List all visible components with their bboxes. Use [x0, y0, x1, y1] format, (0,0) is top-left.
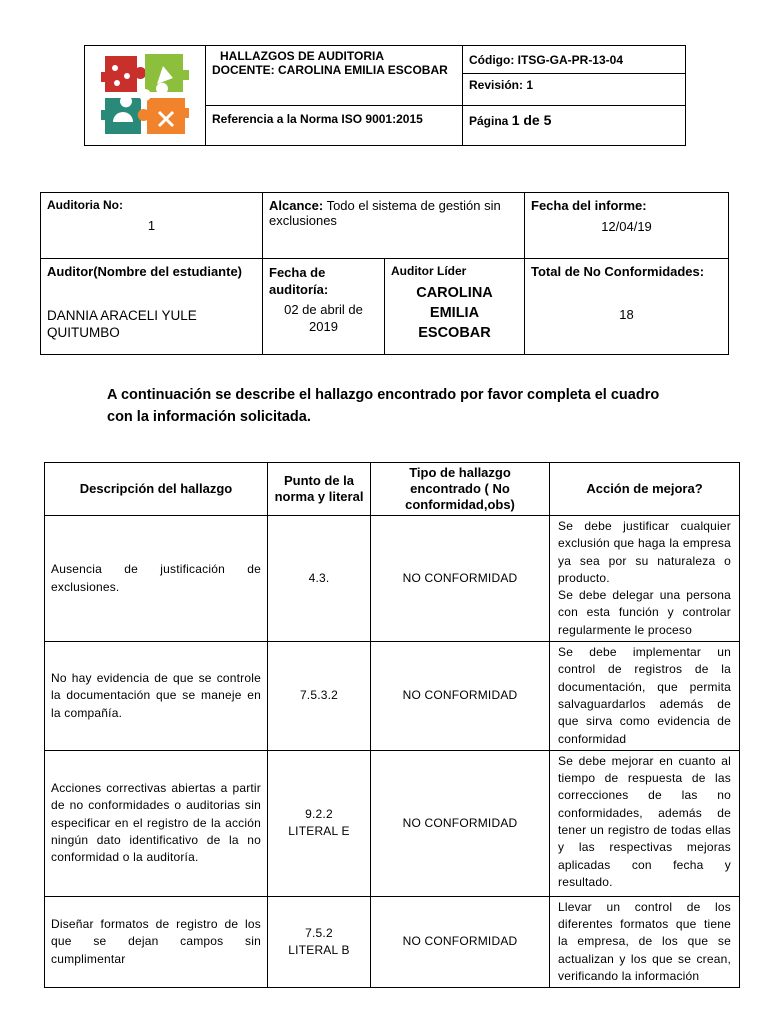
row-literal: LITERAL B [288, 943, 350, 958]
findings-table [44, 462, 740, 988]
fecha-informe-value: 12/04/19 [601, 219, 652, 234]
page-value: 1 de 5 [511, 112, 552, 128]
code-revision-cell [463, 46, 686, 106]
teacher-name: DOCENTE: CAROLINA EMILIA ESCOBAR [212, 63, 448, 77]
row-accion-text-2: Se debe delegar una persona con esta función y controlar regularmente le proceso [558, 588, 731, 637]
row-punto-value: 9.2.2 [305, 807, 333, 822]
fecha-auditoria-value: 02 de abril de 2019 [284, 302, 363, 334]
fecha-auditoria-label: Fecha de auditoría: [269, 265, 329, 297]
header-descripcion: Descripción del hallazgo [45, 463, 268, 516]
codigo: Código: ITSG-GA-PR-13-04 [463, 46, 685, 74]
total-value: 18 [619, 307, 634, 322]
row-descripcion: Acciones correctivas abiertas a partir de no conformidades o auditorias sin especificar en el registro de la acción ningún dato identificativo de la no conformidad o la auditoría. [45, 750, 268, 896]
row-punto [268, 896, 371, 987]
table-row [45, 750, 740, 896]
header-punto: Punto de la norma y literal [268, 463, 371, 516]
table-row [45, 642, 740, 751]
row-punto: 7.5.3.2 [268, 642, 371, 751]
document-header [84, 45, 686, 146]
row-punto [268, 516, 371, 642]
row-punto [268, 750, 371, 896]
page-cell [463, 106, 686, 146]
audit-info-table [40, 192, 729, 355]
row-tipo: NO CONFORMIDAD [371, 750, 550, 896]
total-cell [525, 259, 729, 355]
title-cell [206, 46, 463, 106]
row-accion: Llevar un control de los diferentes formatos que tiene la empresa, de los que se actualizan y los que se crean, verificando la información [550, 896, 740, 987]
row-tipo: NO CONFORMIDAD [371, 516, 550, 642]
row-tipo: NO CONFORMIDAD [371, 896, 550, 987]
auditor-lider-value: CAROLINA EMILIA ESCOBAR [416, 285, 493, 341]
row-punto-value: 7.5.2 [305, 925, 333, 940]
row-descripcion: Ausencia de justificación de exclusiones. [45, 516, 268, 642]
auditoria-value: 1 [147, 218, 156, 233]
reference-cell: Referencia a la Norma ISO 9001:2015 [206, 106, 463, 146]
alcance-label: Alcance: [269, 198, 324, 213]
auditor-cell [41, 259, 263, 355]
row-descripcion: No hay evidencia de que se controle la documentación que se maneje en la compañía. [45, 642, 268, 751]
logo-cell [85, 46, 206, 146]
total-label: Total de No Conformidades: [531, 264, 705, 279]
row-accion-text: Se debe justificar cualquier exclusión que haga la empresa ya sea por su naturaleza o producto. [558, 519, 731, 585]
row-punto-value: 4.3. [308, 570, 330, 585]
fecha-auditoria-cell [263, 259, 385, 355]
auditoria-label: Auditoria No: [47, 198, 123, 212]
auditor-lider-label: Auditor Líder [391, 264, 467, 278]
fecha-informe-label: Fecha del informe: [531, 198, 647, 213]
fecha-informe-cell [525, 193, 729, 259]
revision: Revisión: 1 [469, 78, 534, 92]
row-accion [550, 516, 740, 642]
row-literal: LITERAL E [288, 824, 350, 839]
institution-logo-icon [97, 48, 193, 140]
auditor-lider-cell [385, 259, 525, 355]
header-accion: Acción de mejora? [550, 463, 740, 516]
alcance-cell [263, 193, 525, 259]
auditoria-cell [41, 193, 263, 259]
alcance-value: Todo el sistema de gestión sin exclusiones [269, 198, 501, 228]
auditor-value: DANNIA ARACELI YULE QUITUMBO [47, 308, 197, 340]
header-tipo: Tipo de hallazgo encontrado ( No conformidad,obs) [371, 463, 550, 516]
row-accion: Se debe implementar un control de registros de la documentación, que permita salvaguardarlos además de que sirva como evidencia de conformidad [550, 642, 740, 751]
intro-text: A continuación se describe el hallazgo encontrado por favor completa el cuadro con la información solicitada. [107, 387, 660, 425]
page-label: Página [469, 114, 509, 128]
table-row [45, 896, 740, 987]
doc-title: HALLAZGOS DE AUDITORIA [220, 49, 384, 63]
row-descripcion: Diseñar formatos de registro de los que se dejan campos sin cumplimentar [45, 896, 268, 987]
table-row [45, 516, 740, 642]
auditor-label: Auditor(Nombre del estudiante) [47, 264, 243, 279]
row-tipo: NO CONFORMIDAD [371, 642, 550, 751]
row-accion: Se debe mejorar en cuanto al tiempo de respuesta de las correcciones de las no conformidades, además de tener un registro de todas ellas y las respectivas mejoras aplicadas con fecha y resultado. [550, 750, 740, 896]
